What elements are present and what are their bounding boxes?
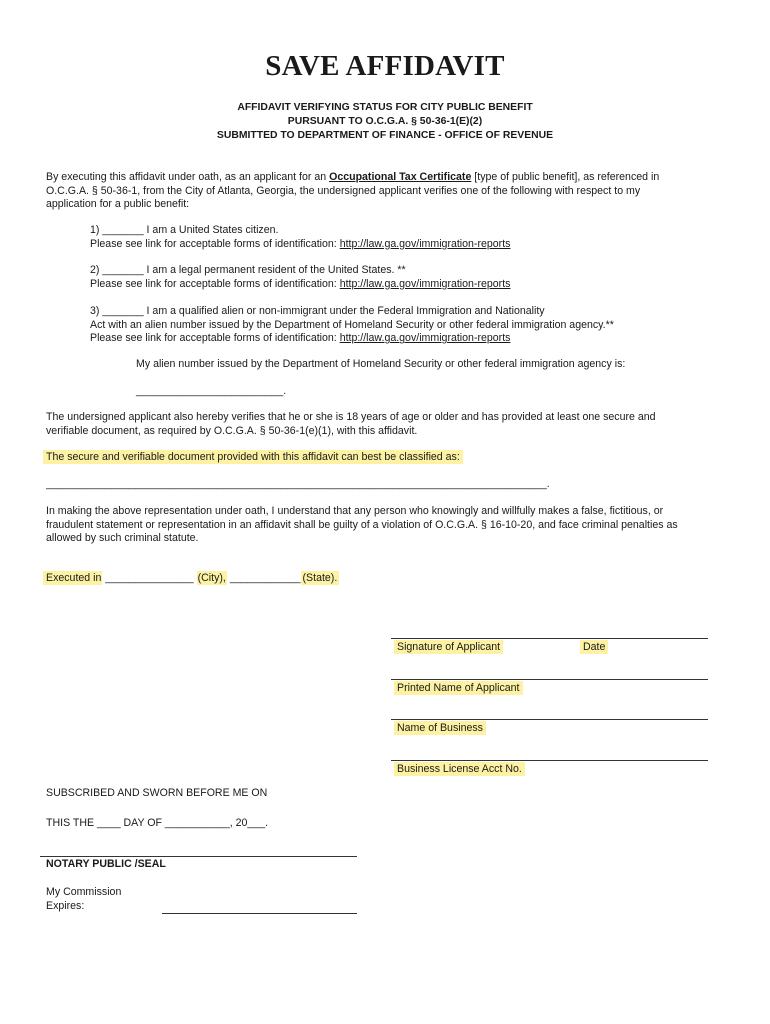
- city-label: (City),: [197, 572, 226, 584]
- option-1-text[interactable]: 1) _______ I am a United States citizen.: [90, 224, 279, 236]
- commission-expires-field[interactable]: [162, 913, 357, 914]
- representation-paragraph: [46, 505, 726, 546]
- signature-applicant-label: Signature of Applicant: [394, 640, 503, 654]
- signature-line: [391, 638, 708, 639]
- subtitle-line-2: PURSUANT TO O.C.G.A. § 50-36-1(E)(2): [287, 116, 483, 127]
- verify-line-1: The undersigned applicant also hereby verifies that he or she is 18 years of age or older and has provided at least one secure and: [46, 411, 656, 423]
- option-3-text-2: Act with an alien number issued by the Department of Homeland Security or other federal immigration agency.**: [90, 318, 614, 331]
- option-2-text[interactable]: 2) _______ I am a legal permanent resident of the United States. **: [90, 264, 406, 276]
- printed-name-label: Printed Name of Applicant: [394, 681, 523, 695]
- notary-title: NOTARY PUBLIC /SEAL: [46, 858, 166, 870]
- representation-line-1: In making the above representation under oath, I understand that any person who knowingly and willfully makes a false, fictitious, or: [46, 505, 664, 517]
- immigration-reports-link[interactable]: http://law.ga.gov/immigration-reports: [339, 332, 511, 345]
- verify-line-2: verifiable document, as required by O.C.G.A. § 50-36-1(e)(1), with this affidavit.: [46, 424, 418, 437]
- subtitle-line-1: AFFIDAVIT VERIFYING STATUS FOR CITY PUBLIC BENEFIT: [237, 102, 533, 113]
- state-field[interactable]: ____________: [226, 572, 301, 584]
- immigration-reports-link[interactable]: http://law.ga.gov/immigration-reports: [339, 277, 511, 290]
- immigration-reports-link[interactable]: http://law.ga.gov/immigration-reports: [339, 237, 511, 250]
- alien-number-label: My alien number issued by the Department of Homeland Security or other federal immigration agency is:: [136, 358, 626, 370]
- document-classification-label: The secure and verifiable document provided with this affidavit can best be classified as:: [43, 451, 463, 465]
- intro-text: By executing this affidavit under oath, as an applicant for an: [46, 171, 330, 183]
- alien-number-field[interactable]: _________________________.: [136, 385, 287, 397]
- license-line: [391, 760, 708, 761]
- intro-line-2: O.C.G.A. § 50-36-1, from the City of Atlanta, Georgia, the undersigned applicant verifies one of the following with respect to my: [46, 184, 641, 197]
- signature-field[interactable]: [391, 640, 708, 676]
- option-3: [90, 305, 720, 346]
- notary-line: [40, 856, 357, 857]
- commission-label-1: My Commission: [46, 886, 122, 898]
- business-name-label: Name of Business: [394, 721, 486, 735]
- intro-paragraph: [46, 171, 726, 212]
- option-1-link-prefix: Please see link for acceptable forms of identification:: [90, 237, 340, 250]
- option-3-text[interactable]: 3) _______ I am a qualified alien or non-immigrant under the Federal Immigration and Nationality: [90, 305, 545, 317]
- representation-line-3: allowed by such criminal statute.: [46, 532, 199, 545]
- option-2-link-prefix: Please see link for acceptable forms of identification:: [90, 277, 340, 290]
- intro-text-2: [type of public benefit], as referenced in: [471, 171, 660, 183]
- executed-label: Executed in: [43, 571, 102, 585]
- representation-line-2: fraudulent statement or representation in an affidavit shall be guilty of a violation of O.C.G.A. § 16-10-20, and face criminal penalties as: [46, 518, 678, 531]
- document-title: SAVE AFFIDAVIT: [265, 50, 505, 82]
- option-1: [90, 224, 720, 251]
- license-label: Business License Acct No.: [394, 762, 525, 776]
- city-field[interactable]: _______________: [102, 572, 197, 584]
- subtitle-line-3: SUBMITTED TO DEPARTMENT OF FINANCE - OFFICE OF REVENUE: [216, 130, 554, 141]
- intro-line-3: application for a public benefit:: [46, 198, 190, 211]
- executed-line: [43, 571, 339, 585]
- verify-paragraph: [46, 411, 726, 438]
- option-2: [90, 264, 720, 291]
- sworn-date-field[interactable]: THIS THE ____ DAY OF ___________, 20___.: [46, 817, 269, 829]
- document-classification-field[interactable]: _____________________________________________________________________________________.: [46, 478, 550, 490]
- printed-name-line: [391, 679, 708, 680]
- state-label: (State).: [302, 572, 338, 584]
- date-label: Date: [580, 640, 608, 654]
- sworn-statement: SUBSCRIBED AND SWORN BEFORE ME ON: [46, 787, 268, 799]
- benefit-type-field[interactable]: Occupational Tax Certificate: [329, 171, 472, 183]
- commission-label-2: Expires:: [46, 900, 85, 912]
- option-3-link-prefix: Please see link for acceptable forms of identification:: [90, 332, 340, 345]
- business-name-line: [391, 719, 708, 720]
